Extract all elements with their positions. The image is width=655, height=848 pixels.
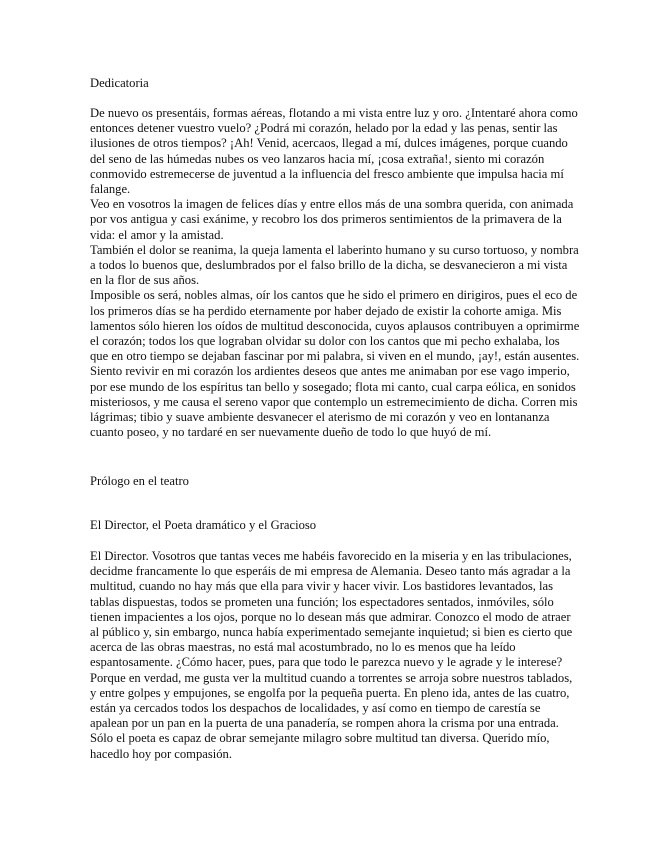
dedicatoria-paragraph-3: También el dolor se reanima, la queja lamenta el laberinto humano y su curso tortuoso, y nombra a todos lo buenos que, deslumbrados por el falso brillo de la dicha, se desvanecieron a mi vista en la flor de sus años. — [90, 242, 579, 288]
dedicatoria-paragraph-1: De nuevo os presentáis, formas aéreas, flotando a mi vista entre luz y oro. ¿Intentaré ahora como entonces detener vuestro vuelo? ¿Podrá mi corazón, helado por la edad y las penas, sentir las ilusiones de otros tiempos? ¡Ah! Venid, acercaos, llegad a mí, dulces imágenes, porque cuando del seno de las húmedas nubes os veo lanzaros hacia mí, ¡cosa extraña!, siento mi corazón conmovido estremecerse de juventud a la influencia del fresco ambiente que impulsa hacia mí falange. — [90, 106, 578, 197]
escena-paragraph: El Director. Vosotros que tantas veces me habéis favorecido en la miseria y en las tribulaciones, decidme francamente lo que esperáis de mi empresa de Alemania. Deseo tanto más agradar a la multitud, cuando no hay más que ella para vivir y hacer vivir. Los bastidores levantados, las tablas dispuestas, todos se prometen una función; los espectadores sentados, inmóviles, sólo tienen impacientes a los ojos, porque no lo desean más que admirar. Conozco el modo de atraer al público y, sin embargo, nunca había experimentado semejante inquietud; si bien es cierto que acerca de las obras maestras, no está mal acostumbrado, no lo es menos que ha leído espantosamente. ¿Cómo hacer, pues, para que todo le parezca nuevo y le agrade y le interese? Porque en verdad, me gusta ver la multitud cuando a torrentes se arroja sobre nuestros tablados, y entre golpes y empujones, se engolfa por la pequeña puerta. En pleno ida, antes de las cuatro, están ya cercados todos los despachos de localidades, y así como en tiempo de carestía se apalean por un pan en la puerta de una panadería, se rompen ahora la crisma por una entrada. Sólo el poeta es capaz de obrar semejante milagro sobre multitud tan diversa. Querido mío, hacedlo hoy por compasión. — [90, 549, 573, 761]
section-heading-prologo: Prólogo en el teatro — [90, 474, 189, 488]
section-heading-escena: El Director, el Poeta dramático y el Gracioso — [90, 518, 317, 532]
dedicatoria-paragraph-5: Siento revivir en mi corazón los ardientes deseos que antes me animaban por ese vago imperio, por ese mundo de los espíritus tan bello y sosegado; flota mi canto, cual carpa eólica, en sonidos misteriosos, y me causa el sereno vapor que contemplo un estremecimiento de dicha. Corren mis lágrimas; tibio y suave ambiente desvanecer el aterismo de mi corazón y veo en lontananza cuanto poseo, y no tardaré en ser nuevamente dueño de todo lo que huyó de mí. — [90, 364, 578, 440]
section-heading-dedicatoria: Dedicatoria — [90, 76, 149, 90]
dedicatoria-paragraph-4: Imposible os será, nobles almas, oír los cantos que he sido el primero en dirigiros, pues el eco de los primeros días se ha perdido eternamente por haber dejado de existir la cohorte amiga. Mis lamentos sólo hieren los oídos de multitud desconocida, cuyos aplausos contribuyen a oprimirme el corazón; todos los que lograban olvidar su dolor con los cantos que mi pecho exhalaba, los que en otro tiempo se dejaban fascinar por mi palabra, si viven en el mundo, ¡ay!, están ausentes. — [90, 288, 580, 364]
dedicatoria-body — [90, 106, 580, 440]
dedicatoria-paragraph-2: Veo en vosotros la imagen de felices días y entre ellos más de una sombra querida, con animada por vos antigua y casi exánime, y recobro los dos primeros sentimientos de la primavera de la vida: el amor y la amistad. — [90, 197, 574, 242]
escena-body — [90, 549, 580, 762]
